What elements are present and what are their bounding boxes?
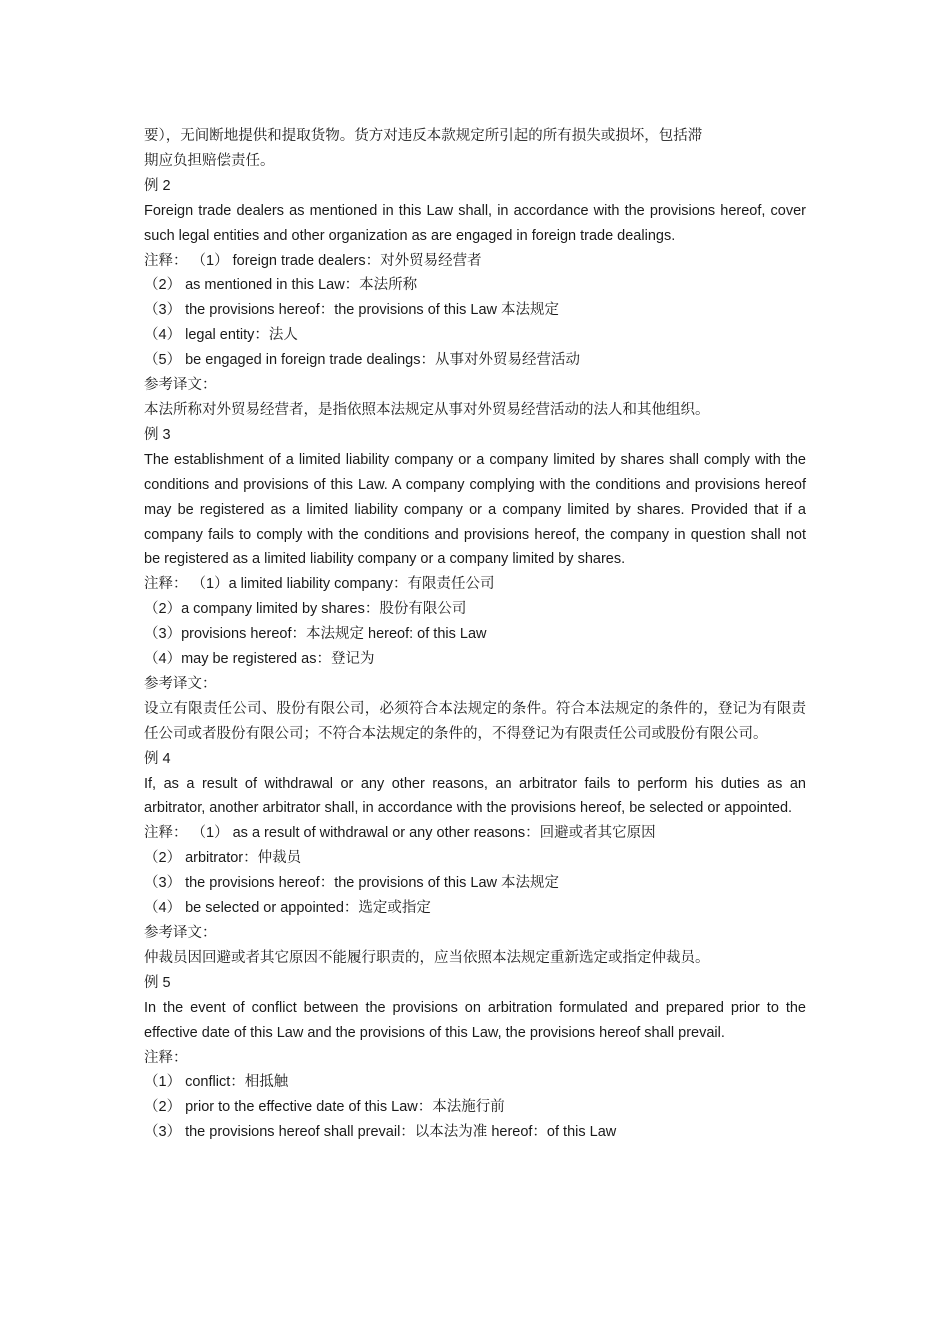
example-2-text: Foreign trade dealers as mentioned in this Law shall, in accordance with the provisions hereof, cover such legal entities and other organization as are engaged in foreign trade dealings.	[144, 202, 806, 244]
example-2-reference-translation: 本法所称对外贸易经营者，是指依照本法规定从事对外贸易经营活动的法人和其他组织。	[144, 401, 710, 418]
example-2-reference-label: 参考译文：	[144, 377, 217, 394]
example-3-heading: 例 3	[144, 426, 171, 443]
example-5-heading: 例 5	[144, 974, 171, 991]
example-4-note-4: （4） be selected or appointed：选定或指定	[144, 900, 431, 917]
example-3-note-2: （2）a company limited by shares：股份有限公司	[144, 601, 467, 618]
example-3-note-4: （4）may be registered as：登记为	[144, 651, 375, 668]
example-3-reference-translation: 设立有限责任公司、股份有限公司，必须符合本法规定的条件。符合本法规定的条件的，登记为有限责任公司或者股份有限公司；不符合本法规定的条件的，不得登记为有限责任公司或股份有限公司。	[144, 700, 806, 742]
example-2-note-2: （2） as mentioned in this Law：本法所称	[144, 277, 418, 294]
example-3-note-1: 注释： （1）a limited liability company：有限责任公司	[144, 576, 495, 593]
example-3-text: The establishment of a limited liability company or a company limited by shares shall comply with the conditions and provisions of this Law. A company complying with the conditions and provisions hereof may be registered as a limited liability company or a company limited by shares. Provided that if a company fails to comply with the conditions and provisions hereof, the company in question shall not be registered as a limited liability company or a company limited by shares.	[144, 451, 806, 568]
example-4-heading: 例 4	[144, 750, 171, 767]
example-4-reference-translation: 仲裁员因回避或者其它原因不能履行职责的，应当依照本法规定重新选定或指定仲裁员。	[144, 949, 710, 966]
example-2-heading: 例 2	[144, 177, 171, 194]
example-2-note-5: （5） be engaged in foreign trade dealings：从事对外贸易经营活动	[144, 352, 580, 369]
example-4-reference-label: 参考译文：	[144, 925, 217, 941]
example-4-note-1: 注释： （1） as a result of withdrawal or any other reasons：回避或者其它原因	[144, 825, 656, 842]
example-5-note-3: （3） the provisions hereof shall prevail：以本法为准 hereof：of this Law	[144, 1124, 617, 1141]
example-5-text: In the event of conflict between the provisions on arbitration formulated and prepared prior to the effective date of this Law and the provisions of this Law, the provisions hereof shall prevail.	[144, 999, 806, 1041]
example-4-note-3: （3） the provisions hereof：the provisions of this Law 本法规定	[144, 875, 560, 892]
document-page	[144, 124, 806, 1145]
intro-line-2: 期应负担赔偿责任。	[144, 152, 275, 169]
example-2-note-4: （4） legal entity：法人	[144, 327, 298, 344]
example-3-note-3: （3）provisions hereof：本法规定 hereof: of this Law	[144, 626, 487, 643]
intro-line-1: 要），无间断地提供和提取货物。货方对违反本款规定所引起的所有损失或损坏，包括滞	[144, 128, 703, 144]
example-3-reference-label: 参考译文：	[144, 675, 217, 692]
example-4-note-2: （2） arbitrator：仲裁员	[144, 850, 302, 867]
example-2-note-1: 注释： （1） foreign trade dealers：对外贸易经营者	[144, 252, 482, 269]
example-5-note-1: （1） conflict：相抵触	[144, 1074, 289, 1091]
example-4-text: If, as a result of withdrawal or any other reasons, an arbitrator fails to perform his duties as an arbitrator, another arbitrator shall, in accordance with the provisions hereof, be selected or appointed.	[144, 775, 806, 817]
example-5-note-2: （2） prior to the effective date of this Law：本法施行前	[144, 1099, 505, 1116]
example-5-notes-label: 注释：	[144, 1049, 188, 1066]
example-2-note-3: （3） the provisions hereof：the provisions of this Law 本法规定	[144, 302, 560, 319]
